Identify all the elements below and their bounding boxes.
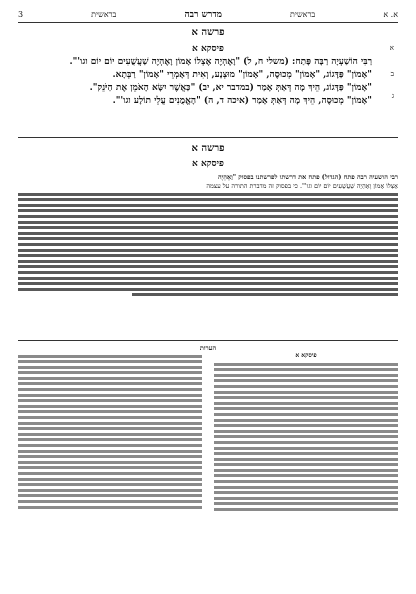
- notes-column-right: [214, 352, 398, 514]
- notes-column-left: [18, 352, 202, 511]
- margin-mark-bet: ב: [390, 70, 394, 78]
- midrash-line: "אָמוֹן" פַּדָּגוֹג, הֵיךְ מָה דְּאַתְּ אָמַר (במדבר יא, יב) "כַּאֲשֶׁר יִשָּׂא הָאֹמֵן אֶת הַיֹּנֵק".: [89, 83, 372, 93]
- header-title: מדרש רבה: [184, 9, 222, 20]
- midrash-text: [40, 56, 372, 108]
- margin-mark-alef: א: [389, 44, 394, 52]
- commentary-line: אֶצְלוֹ אָמוֹן וָאֶהְיֶה שַׁעֲשֻׁעִים יוֹם יוֹם וגו'". כי בפסוק זה מדברת התורה על עצמה: [206, 181, 398, 190]
- commentary-body: [18, 193, 398, 297]
- midrash-line: רַבִּי הוֹשַׁעְיָה רַבָּה פָּתַח: (משלי ח, ל) "וָאֶהְיֶה אֶצְלוֹ אָמוֹן וָאֶהְיֶה שַׁעֲשֻׁעִים יוֹם יוֹם וגו'".: [69, 57, 372, 67]
- subsection-title: פיסקא א: [192, 44, 224, 54]
- commentary-line: רבי הושעיה רבה פתח (הגדול) פתח את דרשתו לפרשתנו בפסוק "וָאֶהְיֶה: [217, 173, 398, 181]
- midrash-line: "אָמוֹן" מְכוּסֶה, הֵיךְ מָה דְּאַתְּ אָמַר (איכה ד, ה) "הָאֱמֻנִים עֲלֵי תוֹלָע וגו'".: [112, 96, 372, 106]
- notes-column-heading: פיסקא א: [295, 352, 317, 359]
- section-title: פרשה א: [191, 27, 225, 38]
- running-header: [18, 6, 398, 23]
- section-divider: [18, 137, 398, 138]
- header-book-2: בראשית: [91, 9, 117, 19]
- commentary-subtitle: פיסקא א: [192, 159, 224, 169]
- header-book: בראשית: [290, 9, 316, 19]
- margin-mark-gimel: ג: [391, 92, 394, 100]
- midrash-line: "אָמוֹן" פַּדָּגוֹג, "אָמוֹן" מְכוּסֶה, "אָמוֹן" מוּצְנָע, וְאִית דְּאָמְרֵי "אָמוֹן" רַבְּתָא.: [112, 70, 372, 80]
- notes-divider: [18, 340, 398, 341]
- commentary-text: [18, 173, 398, 299]
- header-page-ref: א. א: [383, 9, 398, 19]
- notes-title: הערות: [199, 344, 217, 352]
- header-page-number: 3: [18, 9, 24, 19]
- commentary-title: פרשה א: [191, 143, 225, 154]
